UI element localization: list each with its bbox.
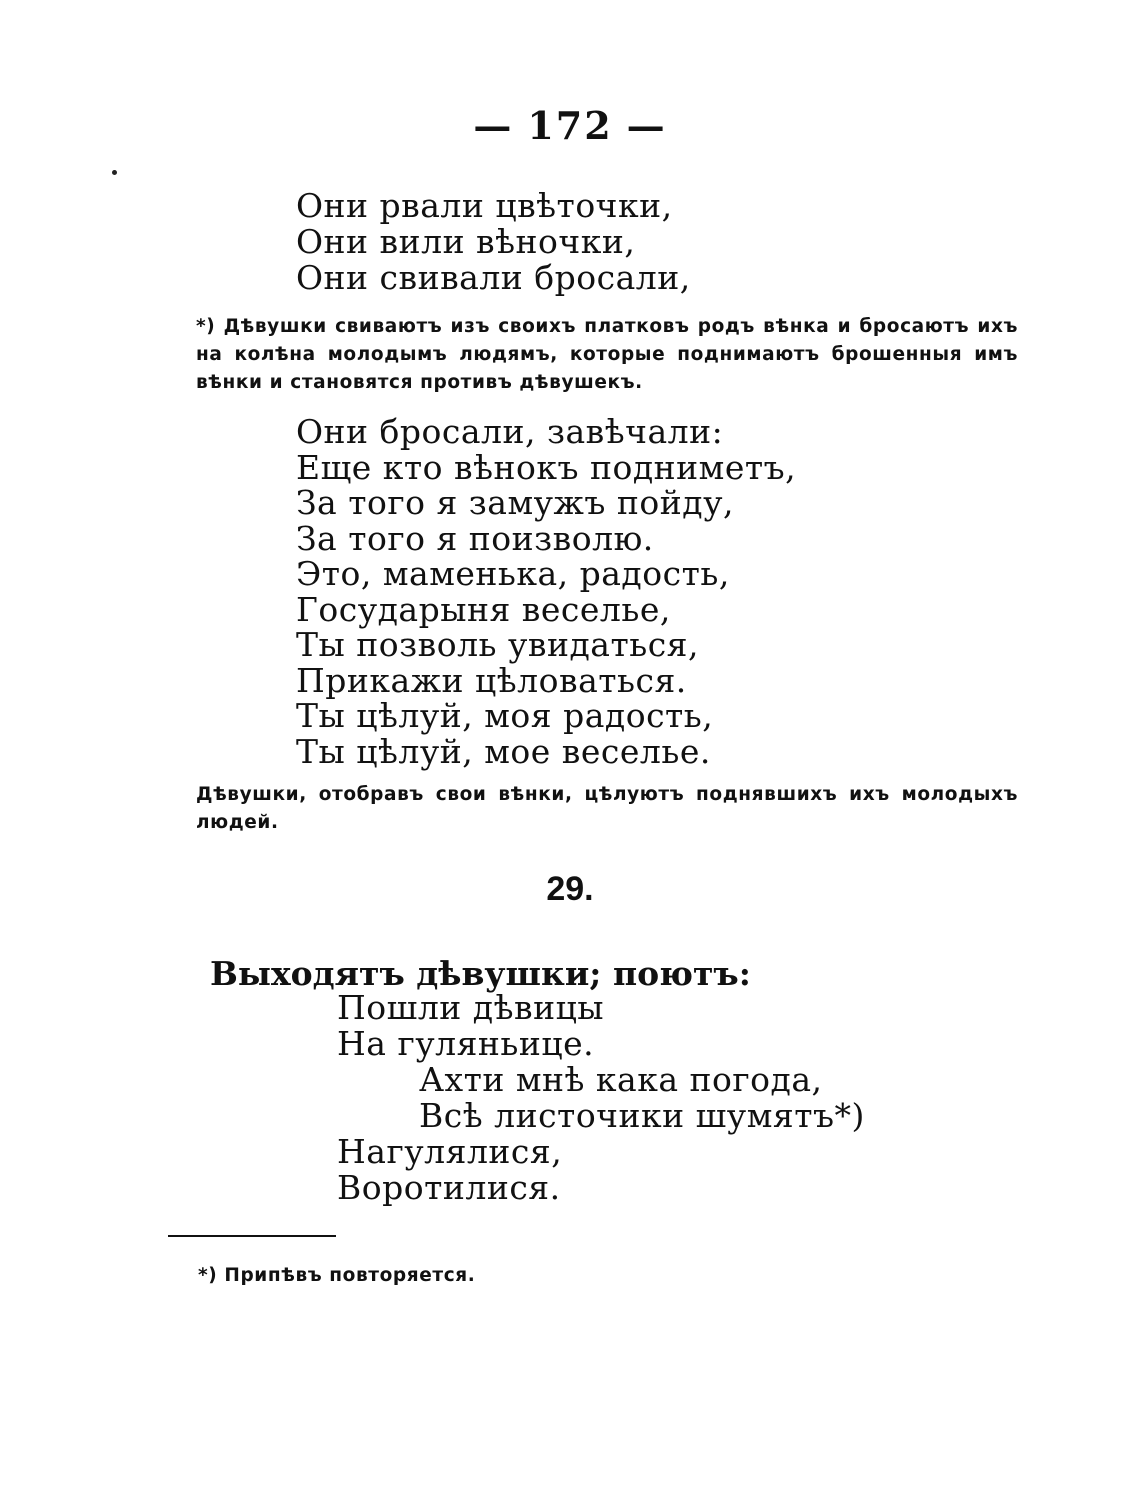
verse-line: Они вили вѣночки,	[296, 222, 636, 261]
refrain-line: Ахти мнѣ кака погода,	[419, 1060, 823, 1099]
verse-line: За того я замужъ пойду,	[296, 483, 734, 522]
verse-line: Воротилися.	[337, 1168, 561, 1207]
verse-line: На гуляньице.	[337, 1024, 595, 1063]
verse-line: Они свивали бросали,	[296, 258, 691, 297]
footnote-rule	[168, 1235, 336, 1237]
stage-note-1: *) Дѣвушки свиваютъ изъ своихъ платковъ родъ вѣнка и бросаютъ ихъ на колѣна молодымъ людямъ, которые поднимаютъ брошенныя имъ вѣнки и становятся противъ дѣвушекъ.	[196, 316, 1018, 393]
verse-line: Нагулялися,	[337, 1132, 563, 1171]
print-speck	[112, 170, 117, 175]
verse-line: Государыня веселье,	[296, 589, 671, 629]
verse-line: Они бросали, завѣчали:	[296, 412, 724, 451]
song-number: 29.	[546, 870, 594, 908]
refrain-line: Всѣ листочики шумятъ*)	[419, 1096, 865, 1135]
page-number: — 172 —	[473, 103, 667, 148]
song-intro: Выходятъ дѣвушки; поютъ:	[210, 954, 751, 993]
footnote: *) Припѣвъ повторяется.	[198, 1265, 476, 1286]
verse-stanza-1	[296, 188, 691, 296]
verse-stanza-3	[337, 990, 865, 1206]
verse-line: Прикажи цѣловаться.	[296, 660, 687, 700]
verse-line: Еще кто вѣнокъ подниметъ,	[296, 447, 797, 487]
verse-line: Это, маменька, радость,	[296, 554, 730, 593]
verse-line: Ты цѣлуй, мое веселье.	[296, 731, 711, 771]
verse-line: Ты цѣлуй, моя радость,	[296, 696, 714, 735]
verse-line: За того я поизволю.	[296, 518, 654, 558]
verse-line: Пошли дѣвицы	[337, 988, 605, 1027]
verse-stanza-2	[296, 414, 796, 769]
verse-line: Они рвали цвѣточки,	[296, 186, 673, 225]
verse-line: Ты позволь увидаться,	[296, 625, 699, 664]
stage-note-2: Дѣвушки, отобравъ свои вѣнки, цѣлуютъ поднявшихъ ихъ молодыхъ людей.	[196, 784, 1018, 833]
